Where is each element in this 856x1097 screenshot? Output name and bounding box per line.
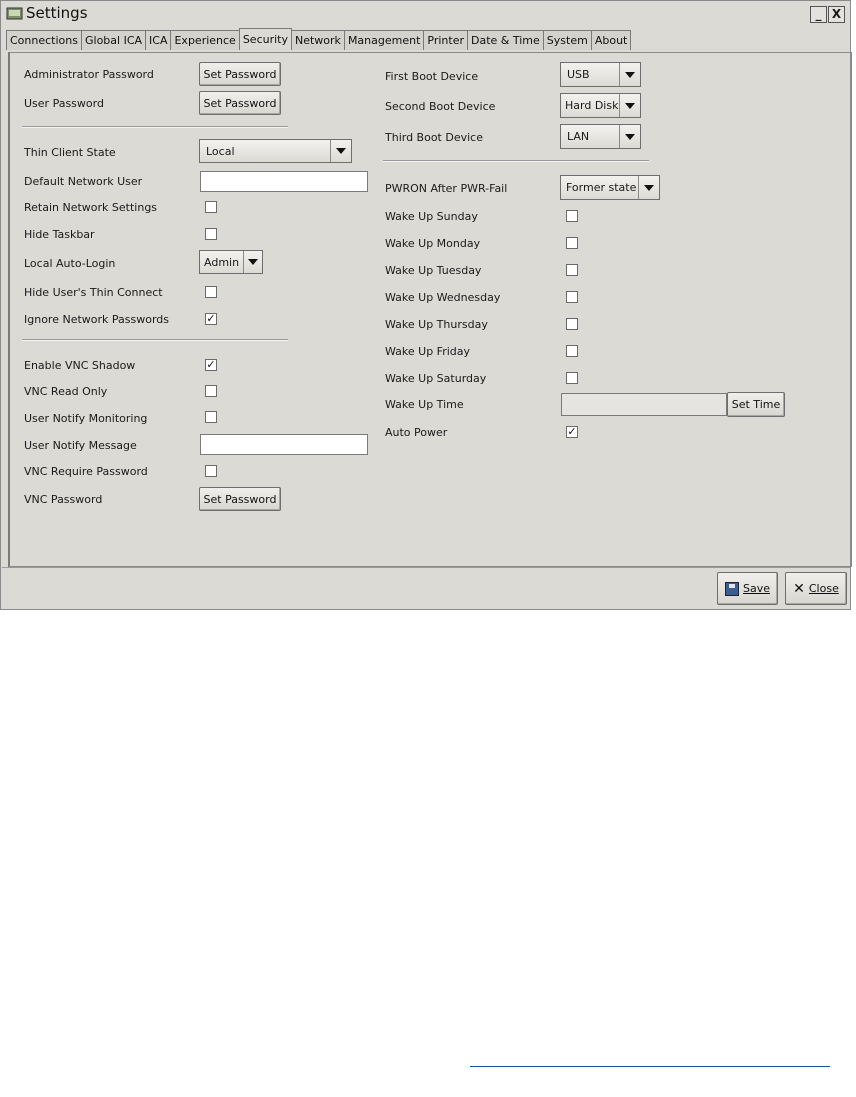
- wake-up-day-label: Wake Up Friday: [385, 345, 471, 358]
- security-panel: [8, 52, 852, 567]
- footer-separator: [2, 567, 850, 568]
- pwron-after-pwr-fail-label: PWRON After PWR-Fail: [385, 182, 508, 195]
- local-auto-login-value: Admin: [204, 255, 240, 269]
- wake-up-time-input[interactable]: [561, 393, 727, 416]
- first-boot-device-value: USB: [567, 68, 590, 81]
- tab-about[interactable]: About: [591, 30, 632, 50]
- chevron-down-icon: [619, 125, 640, 148]
- wake-up-day-label: Wake Up Saturday: [385, 372, 487, 385]
- close-button[interactable]: [785, 572, 847, 605]
- tab-connections[interactable]: Connections: [6, 30, 82, 50]
- set-admin-password-button[interactable]: Set Password: [199, 62, 281, 86]
- app-icon: [6, 6, 23, 21]
- user-notify-monitoring-label: User Notify Monitoring: [24, 412, 148, 425]
- tab-global-ica[interactable]: Global ICA: [81, 30, 146, 50]
- retain-network-settings-label: Retain Network Settings: [24, 201, 158, 214]
- wake-up-day-checkbox[interactable]: [566, 237, 578, 249]
- local-auto-login-select[interactable]: [199, 250, 263, 274]
- admin-password-label: Administrator Password: [24, 68, 154, 81]
- set-time-button[interactable]: Set Time: [727, 392, 785, 417]
- chevron-down-icon: [330, 140, 351, 162]
- thin-client-state-label: Thin Client State: [24, 146, 116, 159]
- tab-experience[interactable]: Experience: [170, 30, 239, 50]
- hide-thin-connect-label: Hide User's Thin Connect: [24, 286, 163, 299]
- wake-up-day-checkbox[interactable]: [566, 318, 578, 330]
- chevron-down-icon: [243, 251, 262, 273]
- tab-network[interactable]: Network: [291, 30, 345, 50]
- window-close-button[interactable]: X: [828, 6, 845, 23]
- auto-power-label: Auto Power: [385, 426, 448, 439]
- user-notify-message-input[interactable]: [200, 434, 368, 455]
- save-label: Save: [742, 582, 770, 595]
- separator: [383, 160, 649, 162]
- first-boot-device-label: First Boot Device: [385, 70, 479, 83]
- retain-network-settings-checkbox[interactable]: [205, 201, 217, 213]
- vnc-read-only-checkbox[interactable]: [205, 385, 217, 397]
- wake-up-day-checkbox[interactable]: [566, 372, 578, 384]
- first-boot-device-select[interactable]: [560, 62, 641, 87]
- window-title: Settings: [26, 4, 88, 22]
- chevron-down-icon: [638, 176, 659, 199]
- pwron-after-pwr-fail-value: Former state: [566, 181, 637, 194]
- user-notify-message-label: User Notify Message: [24, 439, 137, 452]
- vnc-require-password-checkbox[interactable]: [205, 465, 217, 477]
- user-notify-monitoring-checkbox[interactable]: [205, 411, 217, 423]
- chevron-down-icon: [619, 94, 640, 117]
- chevron-down-icon: [619, 63, 640, 86]
- vnc-password-label: VNC Password: [24, 493, 103, 506]
- second-boot-device-select[interactable]: [560, 93, 641, 118]
- tab-date-time[interactable]: Date & Time: [467, 30, 544, 50]
- third-boot-device-label: Third Boot Device: [385, 131, 483, 144]
- separator: [22, 126, 288, 128]
- hide-taskbar-checkbox[interactable]: [205, 228, 217, 240]
- enable-vnc-shadow-checkbox[interactable]: ✓: [206, 358, 216, 371]
- close-label: Close: [808, 582, 839, 595]
- wake-up-day-checkbox[interactable]: [566, 264, 578, 276]
- ignore-network-passwords-checkbox[interactable]: ✓: [206, 312, 216, 325]
- vnc-read-only-label: VNC Read Only: [24, 385, 108, 398]
- save-button[interactable]: [717, 572, 778, 605]
- close-icon: ✕: [793, 580, 805, 597]
- third-boot-device-select[interactable]: [560, 124, 641, 149]
- hide-taskbar-label: Hide Taskbar: [24, 228, 95, 241]
- tab-security[interactable]: Security: [239, 28, 292, 50]
- thin-client-state-value: Local: [206, 144, 235, 158]
- third-boot-device-value: LAN: [567, 130, 590, 143]
- tab-management[interactable]: Management: [344, 30, 424, 50]
- vnc-require-password-label: VNC Require Password: [24, 465, 148, 478]
- tab-ica[interactable]: ICA: [145, 30, 171, 50]
- wake-up-time-label: Wake Up Time: [385, 398, 464, 411]
- wake-up-day-label: Wake Up Thursday: [385, 318, 488, 331]
- set-vnc-password-button[interactable]: Set Password: [199, 487, 281, 511]
- user-password-label: User Password: [24, 97, 104, 110]
- set-user-password-button[interactable]: Set Password: [199, 91, 281, 115]
- wake-up-day-checkbox[interactable]: [566, 291, 578, 303]
- wake-up-day-label: Wake Up Monday: [385, 237, 481, 250]
- enable-vnc-shadow-label: Enable VNC Shadow: [24, 359, 136, 372]
- local-auto-login-label: Local Auto-Login: [24, 257, 116, 270]
- default-network-user-input[interactable]: [200, 171, 368, 192]
- wake-up-day-label: Wake Up Sunday: [385, 210, 478, 223]
- second-boot-device-value: Hard Disk: [565, 99, 619, 112]
- ignore-network-passwords-label: Ignore Network Passwords: [24, 313, 170, 326]
- thin-client-state-select[interactable]: [199, 139, 352, 163]
- tab-bar: [6, 30, 630, 52]
- pwron-after-pwr-fail-select[interactable]: [560, 175, 660, 200]
- default-network-user-label: Default Network User: [24, 175, 143, 188]
- minimize-button[interactable]: _: [810, 6, 827, 23]
- wake-up-day-checkbox[interactable]: [566, 345, 578, 357]
- hide-thin-connect-checkbox[interactable]: [205, 286, 217, 298]
- wake-up-day-label: Wake Up Tuesday: [385, 264, 482, 277]
- floppy-disk-icon: [725, 582, 739, 596]
- second-boot-device-label: Second Boot Device: [385, 100, 496, 113]
- wake-up-day-checkbox[interactable]: [566, 210, 578, 222]
- tab-system[interactable]: System: [543, 30, 592, 50]
- title-bar[interactable]: [1, 1, 850, 27]
- tab-printer[interactable]: Printer: [423, 30, 468, 50]
- separator: [22, 339, 288, 341]
- wake-up-day-label: Wake Up Wednesday: [385, 291, 501, 304]
- bottom-link-line: [470, 1066, 830, 1067]
- auto-power-checkbox[interactable]: ✓: [567, 425, 577, 438]
